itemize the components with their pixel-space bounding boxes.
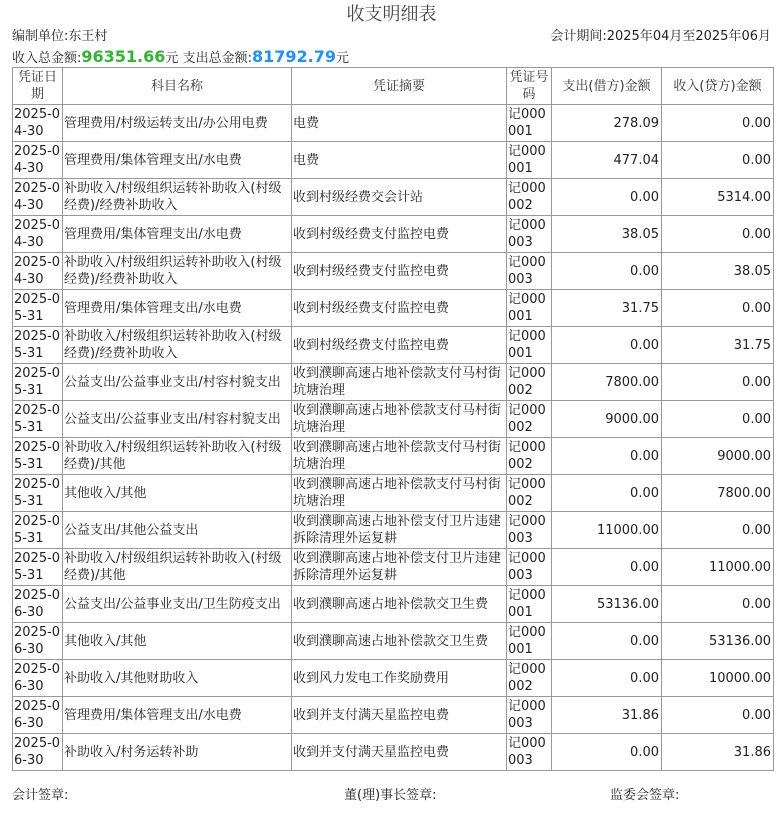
cell-date: 2025-04-30: [13, 142, 63, 179]
cell-summary: 收到村级经费支付监控电费: [292, 327, 507, 364]
unit-info: [12, 28, 107, 46]
cell-debit: 31.86: [552, 697, 662, 734]
cell-subject: 补助收入/村级组织运转补助收入(村级经费)/其他: [63, 438, 292, 475]
table-row: [13, 216, 774, 253]
cell-summary: 收到村级经费支付监控电费: [292, 216, 507, 253]
table-row: [13, 586, 774, 623]
cell-date: 2025-05-31: [13, 549, 63, 586]
table-row: [13, 179, 774, 216]
period-value: 2025年04月至2025年06月: [606, 29, 771, 44]
cell-debit: 0.00: [552, 734, 662, 771]
cell-subject: 公益支出/其他公益支出: [63, 512, 292, 549]
period-label: 会计期间:: [550, 29, 607, 44]
header-summary: 凭证摘要: [292, 68, 507, 105]
expense-label: 支出总金额:: [182, 51, 252, 66]
cell-credit: 0.00: [662, 142, 774, 179]
cell-debit: 0.00: [552, 660, 662, 697]
cell-debit: 0.00: [552, 327, 662, 364]
cell-subject: 补助收入/其他财助收入: [63, 660, 292, 697]
cell-debit: 278.09: [552, 105, 662, 142]
cell-voucher-no: 记000003: [507, 216, 552, 253]
cell-debit: 53136.00: [552, 586, 662, 623]
unit-value: 东王村: [68, 29, 108, 44]
cell-summary: 收到濮聊高速占地补偿款交卫生费: [292, 623, 507, 660]
cell-date: 2025-05-31: [13, 475, 63, 512]
director-signature: 董(理)事长签章:: [344, 788, 437, 803]
cell-subject: 管理费用/村级运转支出/办公用电费: [63, 105, 292, 142]
supervisor-signature: 监委会签章:: [610, 788, 680, 803]
report-meta: [0, 28, 783, 46]
header-debit: 支出(借方)金额: [552, 68, 662, 105]
cell-summary: 收到濮聊高速占地补偿款支付马村街坑塘治理: [292, 401, 507, 438]
cell-credit: 5314.00: [662, 179, 774, 216]
cell-subject: 其他收入/其他: [63, 475, 292, 512]
cell-date: 2025-04-30: [13, 253, 63, 290]
table-row: [13, 475, 774, 512]
income-total: 96351.66: [81, 47, 166, 66]
ledger-table: [12, 67, 774, 771]
cell-voucher-no: 记000001: [507, 105, 552, 142]
cell-debit: 31.75: [552, 290, 662, 327]
table-row: [13, 697, 774, 734]
cell-credit: 9000.00: [662, 438, 774, 475]
cell-credit: 53136.00: [662, 623, 774, 660]
cell-voucher-no: 记000002: [507, 179, 552, 216]
table-row: [13, 438, 774, 475]
cell-debit: 0.00: [552, 475, 662, 512]
table-row: [13, 364, 774, 401]
table-header-row: [13, 68, 774, 105]
cell-summary: 电费: [292, 105, 507, 142]
cell-voucher-no: 记000003: [507, 512, 552, 549]
cell-voucher-no: 记000003: [507, 734, 552, 771]
cell-subject: 补助收入/村务运转补助: [63, 734, 292, 771]
table-row: [13, 623, 774, 660]
income-currency: 元: [165, 51, 179, 66]
cell-debit: 0.00: [552, 623, 662, 660]
cell-credit: 0.00: [662, 105, 774, 142]
cell-summary: 收到村级经费交会计站: [292, 179, 507, 216]
cell-date: 2025-06-30: [13, 697, 63, 734]
cell-subject: 补助收入/村级组织运转补助收入(村级经费)/经费补助收入: [63, 253, 292, 290]
cell-date: 2025-04-30: [13, 105, 63, 142]
cell-debit: 11000.00: [552, 512, 662, 549]
period-info: [550, 28, 771, 46]
cell-summary: 收到濮聊高速占地补偿款支付马村街坑塘治理: [292, 364, 507, 401]
table-row: [13, 401, 774, 438]
cell-summary: 收到濮聊高速占地补偿款交卫生费: [292, 586, 507, 623]
cell-summary: 收到并支付满天星监控电费: [292, 697, 507, 734]
table-row: [13, 512, 774, 549]
cell-subject: 补助收入/村级组织运转补助收入(村级经费)/经费补助收入: [63, 179, 292, 216]
table-row: [13, 105, 774, 142]
cell-credit: 10000.00: [662, 660, 774, 697]
table-row: [13, 734, 774, 771]
cell-summary: 电费: [292, 142, 507, 179]
cell-subject: 公益支出/公益事业支出/卫生防疫支出: [63, 586, 292, 623]
table-row: [13, 253, 774, 290]
cell-summary: 收到濮聊高速占地补偿支付卫片违建拆除清理外运复耕: [292, 512, 507, 549]
cell-date: 2025-06-30: [13, 660, 63, 697]
accountant-signature: 会计签章:: [12, 788, 69, 803]
cell-credit: 0.00: [662, 364, 774, 401]
cell-subject: 管理费用/集体管理支出/水电费: [63, 697, 292, 734]
cell-date: 2025-04-30: [13, 216, 63, 253]
cell-credit: 38.05: [662, 253, 774, 290]
cell-subject: 管理费用/集体管理支出/水电费: [63, 142, 292, 179]
cell-voucher-no: 记000003: [507, 697, 552, 734]
cell-credit: 31.86: [662, 734, 774, 771]
cell-date: 2025-06-30: [13, 586, 63, 623]
cell-credit: 31.75: [662, 327, 774, 364]
expense-total: 81792.79: [251, 47, 336, 66]
table-row: [13, 142, 774, 179]
cell-credit: 0.00: [662, 586, 774, 623]
cell-date: 2025-05-31: [13, 512, 63, 549]
cell-voucher-no: 记000001: [507, 290, 552, 327]
cell-date: 2025-05-31: [13, 327, 63, 364]
cell-summary: 收到并支付满天星监控电费: [292, 734, 507, 771]
cell-date: 2025-06-30: [13, 623, 63, 660]
cell-voucher-no: 记000002: [507, 401, 552, 438]
expense-currency: 元: [335, 51, 349, 66]
cell-credit: 0.00: [662, 216, 774, 253]
cell-date: 2025-05-31: [13, 364, 63, 401]
cell-subject: 公益支出/公益事业支出/村容村貌支出: [63, 364, 292, 401]
table-row: [13, 660, 774, 697]
cell-voucher-no: 记000001: [507, 623, 552, 660]
cell-voucher-no: 记000002: [507, 438, 552, 475]
cell-voucher-no: 记000001: [507, 142, 552, 179]
unit-label: 编制单位:: [12, 29, 69, 44]
cell-date: 2025-06-30: [13, 734, 63, 771]
cell-debit: 0.00: [552, 549, 662, 586]
cell-date: 2025-04-30: [13, 179, 63, 216]
cell-debit: 7800.00: [552, 364, 662, 401]
cell-summary: 收到濮聊高速占地补偿支付卫片违建拆除清理外运复耕: [292, 549, 507, 586]
cell-summary: 收到濮聊高速占地补偿款支付马村街坑塘治理: [292, 475, 507, 512]
header-credit: 收入(贷方)金额: [662, 68, 774, 105]
cell-subject: 补助收入/村级组织运转补助收入(村级经费)/经费补助收入: [63, 327, 292, 364]
totals-line: [0, 46, 783, 68]
cell-subject: 管理费用/集体管理支出/水电费: [63, 216, 292, 253]
header-voucher-no: 凭证号码: [507, 68, 552, 105]
header-subject: 科目名称: [63, 68, 292, 105]
cell-summary: 收到风力发电工作奖励费用: [292, 660, 507, 697]
cell-debit: 9000.00: [552, 401, 662, 438]
cell-voucher-no: 记000002: [507, 364, 552, 401]
table-row: [13, 327, 774, 364]
cell-debit: 0.00: [552, 438, 662, 475]
signature-footer: [12, 787, 773, 805]
cell-credit: 0.00: [662, 401, 774, 438]
page-title: 收支明细表: [346, 4, 437, 25]
cell-debit: 477.04: [552, 142, 662, 179]
cell-subject: 公益支出/公益事业支出/村容村貌支出: [63, 401, 292, 438]
cell-summary: 收到村级经费支付监控电费: [292, 253, 507, 290]
table-row: [13, 290, 774, 327]
cell-voucher-no: 记000001: [507, 586, 552, 623]
cell-date: 2025-05-31: [13, 401, 63, 438]
cell-credit: 0.00: [662, 697, 774, 734]
cell-credit: 7800.00: [662, 475, 774, 512]
cell-summary: 收到濮聊高速占地补偿款支付马村街坑塘治理: [292, 438, 507, 475]
cell-voucher-no: 记000002: [507, 475, 552, 512]
cell-summary: 收到村级经费支付监控电费: [292, 290, 507, 327]
cell-credit: 0.00: [662, 512, 774, 549]
table-row: [13, 549, 774, 586]
cell-voucher-no: 记000002: [507, 660, 552, 697]
cell-subject: 管理费用/集体管理支出/水电费: [63, 290, 292, 327]
cell-subject: 其他收入/其他: [63, 623, 292, 660]
cell-voucher-no: 记000001: [507, 327, 552, 364]
header-voucher-date: 凭证日期: [13, 68, 63, 105]
income-label: 收入总金额:: [12, 51, 82, 66]
cell-debit: 38.05: [552, 216, 662, 253]
cell-voucher-no: 记000003: [507, 549, 552, 586]
cell-credit: 0.00: [662, 290, 774, 327]
cell-debit: 0.00: [552, 179, 662, 216]
cell-date: 2025-05-31: [13, 438, 63, 475]
cell-subject: 补助收入/村级组织运转补助收入(村级经费)/其他: [63, 549, 292, 586]
cell-debit: 0.00: [552, 253, 662, 290]
cell-date: 2025-05-31: [13, 290, 63, 327]
cell-credit: 11000.00: [662, 549, 774, 586]
cell-voucher-no: 记000003: [507, 253, 552, 290]
